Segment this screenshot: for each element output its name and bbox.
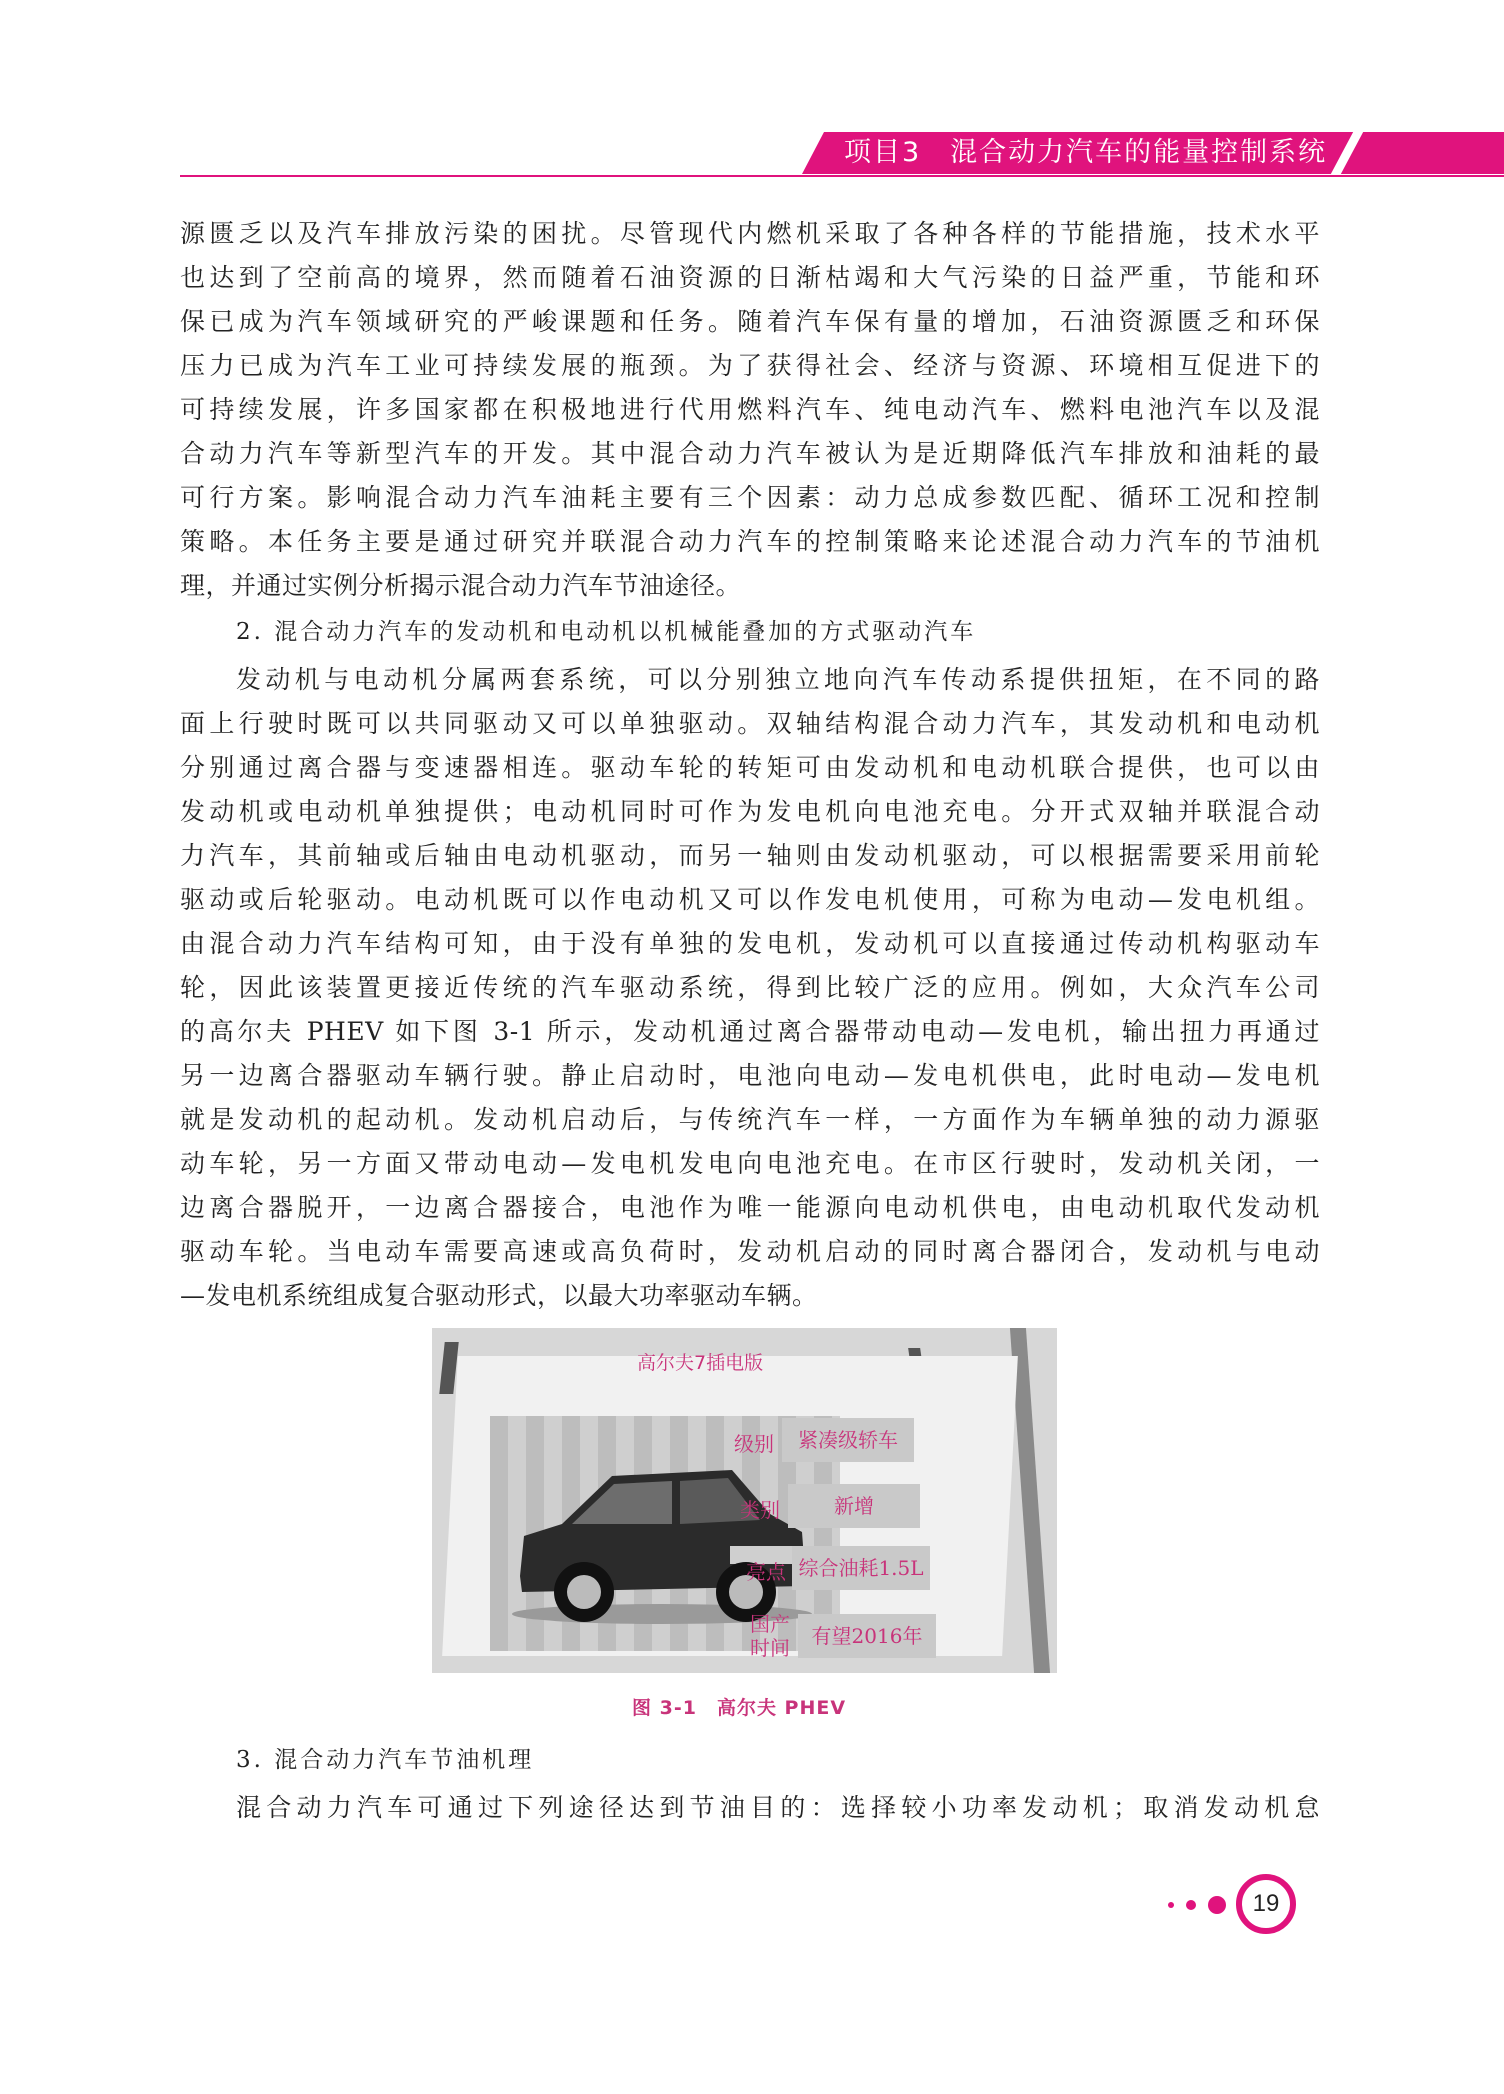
spec-label-class: 级别 xyxy=(734,1432,774,1456)
text-line: 驱动或后轮驱动。电动机既可以作电动机又可以作发电机使用，可称为电动—发电机组。 xyxy=(180,885,1320,914)
text-line: 就是发动机的起动机。发动机启动后，与传统汽车一样，一方面作为车辆单独的动力源驱 xyxy=(180,1105,1320,1134)
car-photo xyxy=(502,1436,822,1636)
paragraph-3 xyxy=(180,1786,1320,1830)
text-line: 动车轮，另一方面又带动电动—发电机发电向电池充电。在市区行驶时，发动机关闭，一 xyxy=(180,1149,1320,1178)
text-line: 另一边离合器驱动车辆行驶。静止启动时，电池向电动—发电机供电，此时电动—发电机 xyxy=(180,1061,1320,1090)
spec-value-domestic-date: 有望2016年 xyxy=(798,1614,936,1658)
text-line: 的高尔夫 PHEV 如下图 3-1 所示，发动机通过离合器带动电动—发电机，输出扭力再通过 xyxy=(180,1017,1320,1046)
chapter-header xyxy=(802,132,1504,174)
text-line: 发动机或电动机单独提供；电动机同时可作为发电机向电池充电。分开式双轴并联混合动 xyxy=(180,797,1320,826)
text-line: 保已成为汽车领域研究的严峻课题和任务。随着汽车保有量的增加，石油资源匮乏和环保 xyxy=(180,307,1320,336)
section-heading-2: 2. 混合动力汽车的发动机和电动机以机械能叠加的方式驱动汽车 xyxy=(236,619,977,645)
text-line: 可行方案。影响混合动力汽车油耗主要有三个因素：动力总成参数匹配、循环工况和控制 xyxy=(180,483,1320,512)
decor-dot xyxy=(1208,1896,1226,1914)
text-line: 策略。本任务主要是通过研究并联混合动力汽车的控制策略来论述混合动力汽车的节油机 xyxy=(180,527,1320,556)
text-line: 合动力汽车等新型汽车的开发。其中混合动力汽车被认为是近期降低汽车排放和油耗的最 xyxy=(180,439,1320,468)
text-line: —发电机系统组成复合驱动形式，以最大功率驱动车辆。 xyxy=(180,1281,818,1310)
text-line: 压力已成为汽车工业可持续发展的瓶颈。为了获得社会、经济与资源、环境相互促进下的 xyxy=(180,351,1320,380)
section-heading-3: 3. 混合动力汽车节油机理 xyxy=(236,1747,535,1773)
spec-value-class: 紧凑级轿车 xyxy=(782,1418,914,1462)
text-line: 分别通过离合器与变速器相连。驱动车轮的转矩可由发动机和电动机联合提供，也可以由 xyxy=(180,753,1320,782)
spec-value-category: 新增 xyxy=(788,1484,920,1528)
spec-label-category: 类别 xyxy=(740,1498,780,1522)
figure-caption: 图 3-1 高尔夫 PHEV xyxy=(632,1697,847,1719)
text-line: 轮，因此该装置更接近传统的汽车驱动系统，得到比较广泛的应用。例如，大众汽车公司 xyxy=(180,973,1320,1002)
spec-label-highlight: 亮点 xyxy=(746,1560,786,1584)
paragraph-2 xyxy=(180,658,1320,1318)
text-line: 可持续发展，许多国家都在积极地进行代用燃料汽车、纯电动汽车、燃料电池汽车以及混 xyxy=(180,395,1320,424)
text-line: 也达到了空前高的境界，然而随着石油资源的日渐枯竭和大气污染的日益严重，节能和环 xyxy=(180,263,1320,292)
text-line: 混合动力汽车可通过下列途径达到节油目的：选择较小功率发动机；取消发动机怠 xyxy=(236,1793,1320,1822)
header-rule xyxy=(180,175,1504,177)
decor-dot xyxy=(1168,1902,1174,1908)
text-line: 发动机与电动机分属两套系统，可以分别独立地向汽车传动系提供扭矩，在不同的路 xyxy=(236,665,1320,694)
text-line: 面上行驶时既可以共同驱动又可以单独驱动。双轴结构混合动力汽车，其发动机和电动机 xyxy=(180,709,1320,738)
text-line: 边离合器脱开，一边离合器接合，电池作为唯一能源向电动机供电，由电动机取代发动机 xyxy=(180,1193,1320,1222)
spec-label-domestic-date: 国产时间 xyxy=(750,1612,790,1660)
figure-title: 高尔夫7插电版 xyxy=(637,1352,764,1374)
text-line: 力汽车，其前轴或后轴由电动机驱动，而另一轴则由发动机驱动，可以根据需要采用前轮 xyxy=(180,841,1320,870)
spec-value-highlight: 综合油耗1.5L xyxy=(792,1546,930,1590)
text-line: 理，并通过实例分析揭示混合动力汽车节油途径。 xyxy=(180,571,742,600)
chapter-title: 项目3 混合动力汽车的能量控制系统 xyxy=(844,137,1328,168)
page-number: 19 xyxy=(1236,1874,1296,1934)
text-line: 源匮乏以及汽车排放污染的困扰。尽管现代内燃机采取了各种各样的节能措施，技术水平 xyxy=(180,219,1320,248)
figure-golf-phev xyxy=(432,1328,1057,1673)
decor-dot xyxy=(1186,1900,1196,1910)
text-line: 驱动车轮。当电动车需要高速或高负荷时，发动机启动的同时离合器闭合，发动机与电动 xyxy=(180,1237,1320,1266)
text-line: 由混合动力汽车结构可知，由于没有单独的发电机，发动机可以直接通过传动机构驱动车 xyxy=(180,929,1320,958)
paragraph-1 xyxy=(180,212,1320,608)
